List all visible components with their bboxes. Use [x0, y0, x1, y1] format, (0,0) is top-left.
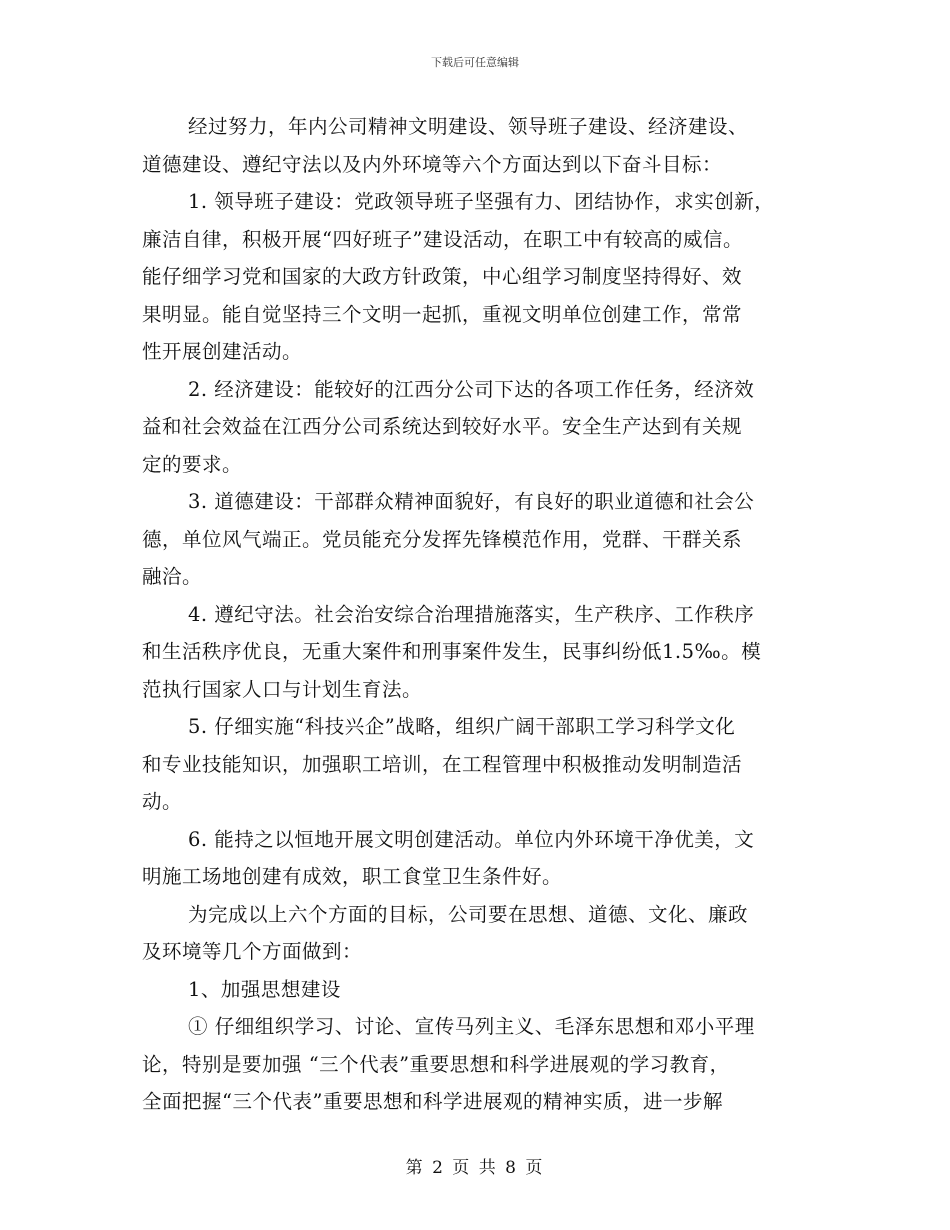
paragraph-line: 和生活秩序优良，无重大案件和刑事案件发生，民事纠纷低1.5‰。模 [142, 640, 762, 663]
page-footer: 第 2 页 共 8 页 [405, 1158, 545, 1178]
paragraph-line: 论，特别是要加强 “三个代表”重要思想和科学进展观的学习教育， [142, 1052, 730, 1076]
paragraph-line: ① 仔细组织学习、讨论、宣传马列主义、毛泽东思想和邓小平理 [188, 1015, 755, 1038]
paragraph-line: 为完成以上六个方面的目标，公司要在思想、道德、文化、廉政 [188, 902, 749, 926]
paragraph-line: 益和社会效益在江西分公司系统达到较好水平。安全生产达到有关规 [142, 415, 743, 438]
paragraph-line: 经过努力，年内公司精神文明建设、领导班子建设、经济建设、 [188, 115, 749, 138]
paragraph-line: 5. 仔细实施“科技兴企”战略，组织广阔干部职工学习科学文化 [188, 715, 736, 738]
paragraph-line: 融洽。 [142, 565, 203, 588]
paragraph-line: 道德建设、遵纪守法以及内外环境等六个方面达到以下奋斗目标： [142, 152, 723, 176]
paragraph-line: 定的要求。 [142, 452, 243, 476]
paragraph-line: 和专业技能知识，加强职工培训，在工程管理中积极推动发明制造活 [142, 752, 743, 776]
paragraph-line: 范执行国家人口与计划生育法。 [142, 677, 423, 701]
paragraph-line: 4. 遵纪守法。社会治安综合治理措施落实，生产秩序、工作秩序 [188, 602, 755, 626]
paragraph-line: 廉洁自律，积极开展“四好班子”建设活动，在职工中有较高的威信。 [142, 227, 743, 251]
paragraph-line: 2. 经济建设：能较好的江西分公司下达的各项工作任务，经济效 [188, 377, 755, 401]
paragraph-line: 德，单位风气端正。党员能充分发挥先锋模范作用，党群、干群关系 [142, 527, 743, 551]
section-heading: 1、加强思想建设 [188, 977, 341, 1001]
paragraph-line: 6. 能持之以恒地开展文明创建活动。单位内外环境干净优美，文 [188, 827, 755, 851]
paragraph-line: 性开展创建活动。 [142, 340, 303, 363]
document-body [142, 108, 822, 1121]
paragraph-line: 及环境等几个方面做到： [142, 940, 363, 963]
paragraph-line: 动。 [142, 790, 183, 813]
paragraph-line: 果明显。能自觉坚持三个文明一起抓，重视文明单位创建工作，常常 [142, 302, 743, 326]
paragraph-line: 能仔细学习党和国家的大政方针政策，中心组学习制度坚持得好、效 [142, 265, 743, 288]
paragraph-line: 1. 领导班子建设：党政领导班子坚强有力、团结协作，求实创新， [188, 190, 775, 213]
paragraph-line: 明施工场地创建有成效，职工食堂卫生条件好。 [142, 865, 563, 888]
paragraph-line: 3. 道德建设：干部群众精神面貌好，有良好的职业道德和社会公 [188, 490, 755, 513]
page-header: 下载后可任意编辑 [431, 56, 519, 69]
paragraph-line: 全面把握“三个代表”重要思想和科学进展观的精神实质，进一步解 [142, 1090, 723, 1113]
